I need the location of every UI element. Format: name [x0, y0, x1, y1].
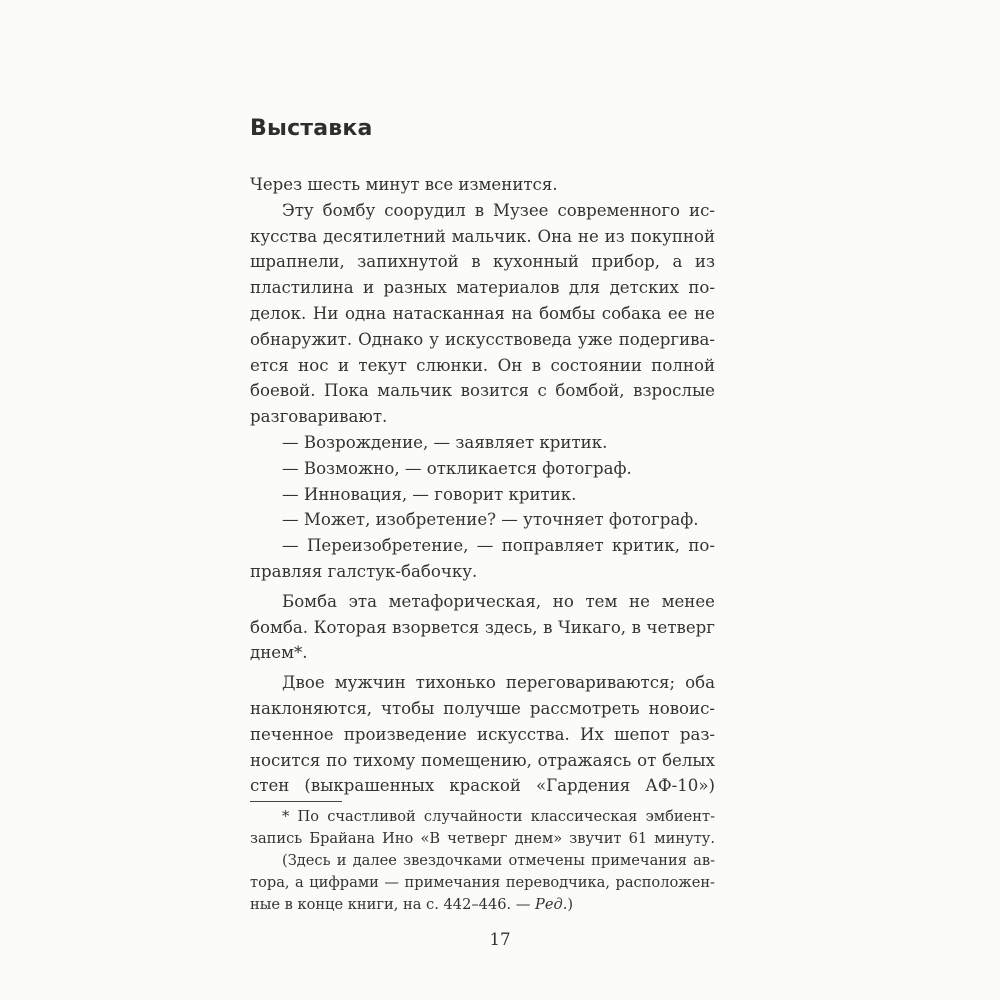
text-line: днем*. — [250, 643, 308, 663]
text-line: Бомба эта метафорическая, но тем не менее — [282, 591, 715, 611]
text-line: боевой. Пока мальчик возится с бомбой, взрослые — [250, 381, 715, 401]
text-line: правляя галстук-бабочку. — [250, 561, 478, 581]
dialogue-line: — Переизобретение, — поправляет критик, по- — [282, 536, 715, 556]
text-line: Двое мужчин тихонько переговариваются; оба — [282, 673, 715, 693]
text-line: стен (выкрашенных краской «Гардения АФ-10») — [250, 776, 715, 796]
footnote-line: ные в конце книги, на с. 442–446. — — [250, 896, 531, 913]
body-text — [250, 172, 715, 799]
text-line: обнаружит. Однако у искусствоведа уже подергива- — [250, 329, 715, 349]
text-line: ется нос и текут слюнки. Он в состоянии полной — [250, 355, 715, 375]
footnote-line: * По счастливой случайности классическая эмбиент- — [282, 808, 715, 825]
text-line: бомба. Которая взорвется здесь, в Чикаго, в четверг — [250, 617, 715, 637]
text-line: печенное произведение искусства. Их шепот раз- — [250, 724, 715, 744]
footnote-line: (Здесь и далее звездочками отмечены примечания ав- — [282, 852, 715, 869]
text-line: Через шесть минут все изменится. — [250, 175, 558, 194]
text-line: шрапнели, запихнутой в кухонный прибор, а из — [250, 252, 715, 272]
page-number: 17 — [489, 930, 511, 949]
text-line: Эту бомбу соорудил в Музее современного ис- — [282, 200, 715, 220]
text-line: делок. Ни одна натасканная на бомбы собака ее не — [250, 303, 715, 323]
text-line: разговаривают. — [250, 407, 388, 427]
chapter-title: Выставка — [250, 116, 373, 141]
text-line: наклоняются, чтобы получше рассмотреть новоис- — [250, 698, 715, 718]
text-line: носится по тихому помещению, отражаясь от белых — [250, 750, 715, 770]
dialogue-line: — Может, изобретение? — уточняет фотограф. — [282, 510, 699, 530]
footnote-line: запись Брайана Ино «В четверг днем» звучит 61 минуту. — [250, 830, 715, 847]
footnote-line-last — [250, 894, 715, 916]
text-line: кусства десятилетний мальчик. Она не из покупной — [250, 226, 715, 246]
closing-paren: ) — [567, 896, 574, 913]
text-line: пластилина и разных материалов для детских по- — [250, 278, 715, 298]
footnote-line: тора, а цифрами — примечания переводчика, расположен- — [250, 874, 715, 891]
footnote-divider — [250, 801, 342, 802]
dialogue-line: — Инновация, — говорит критик. — [282, 484, 577, 504]
dialogue-line: — Возрождение, — заявляет критик. — [282, 432, 608, 452]
editor-mark: Ред. — [535, 896, 568, 913]
dialogue-line: — Возможно, — откликается фотограф. — [282, 458, 632, 478]
footnote — [250, 806, 715, 916]
